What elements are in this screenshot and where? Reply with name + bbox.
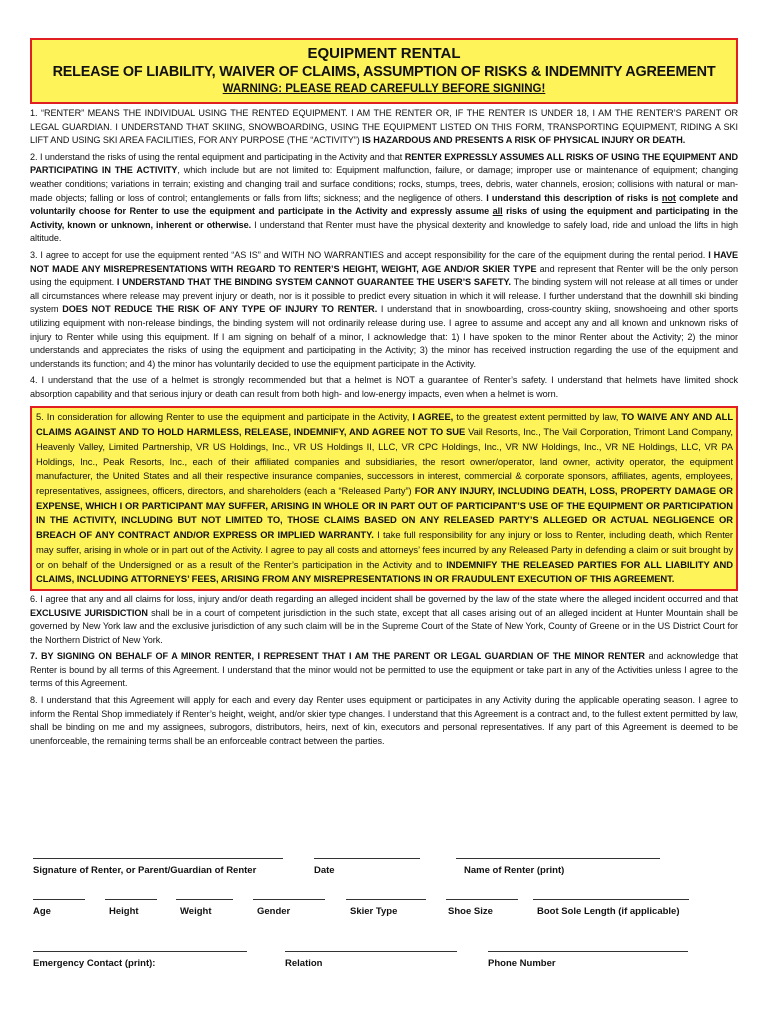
waiver-document <box>30 38 738 751</box>
relation-label: Relation <box>285 958 323 969</box>
signature-label: Signature of Renter, or Parent/Guardian of Renter <box>33 865 257 876</box>
signature-field[interactable] <box>33 858 283 876</box>
clause-6: 6. I agree that any and all claims for loss, injury and/or death regarding an alleged incident shall be governed by the law of the state where the alleged incident occurred and that EXCLUSIVE JURISDICTION shall be in a court of competent jurisdiction in the such state, except that all cases arising out of an alleged incident at Hunter Mountain shall be governed by New York law and the exclusive jurisdiction of any such claim will be in the Supreme Court of the State of New York, County of Greene or in the US District Court for the Northern District of New York. <box>30 593 738 645</box>
shoe-size-label: Shoe Size <box>448 906 493 917</box>
relation-field[interactable] <box>285 951 457 969</box>
clause-7: 7. BY SIGNING ON BEHALF OF A MINOR RENTER, I REPRESENT THAT I AM THE PARENT OR LEGAL GUARDIAN OF THE MINOR RENTER and acknowledge that Renter is bound by all terms of this Agreement. I understand that the minor would not be permitted to use the equipment or take part in any of the Activities unless I agree to the terms of this Agreement. <box>30 651 738 689</box>
skier-type-field[interactable] <box>346 899 426 917</box>
date-field[interactable] <box>314 858 420 876</box>
gender-label: Gender <box>257 906 291 917</box>
clause-2: 2. I understand the risks of using the rental equipment and participating in the Activity and that RENTER EXPRESSLY ASSUMES ALL RISKS OF USING THE EQUIPMENT AND PARTICIPATING IN THE ACTIVITY, which include but are not limited to: Equipment malfunction, failure, or damage; improper use or maintenance of equipment; changing weather conditions; variations in terrain; existing and changing trail and surface conditions; rocks, stumps, trees, debris, water channels, erosion; collisions with natural or man-made objects; falling or loss of control; entanglements or falls from lifts; sickness; and the negligence of others. I understand this description of risks is not complete and voluntarily choose for Renter to use the equipment and participate in the Activity and expressly assume all risks of using the equipment and participating in the Activity, known or unknown, inherent or otherwise. I understand that Renter must have the physical dexterity and knowledge to safely load, ride and unload the lifts in high altitude. <box>30 151 739 244</box>
clause-5: 5. In consideration for allowing Renter to use the equipment and participate in the Activity, I AGREE, to the greatest extent permitted by law, TO WAIVE ANY AND ALL CLAIMS AGAINST AND TO HOLD HARMLESS, RELEASE, INDEMNIFY, AND AGREE NOT TO SUE Vail Resorts, Inc., The Vail Corporation, Trimont Land Company, Heavenly Valley, Limited Partnership, VR US Holdings, Inc., VR US Holdings II, LLC, VR CPC Holdings, Inc., VR NW Holdings, Inc., VR NE Holdings, LLC, VR PA Holdings, Inc., Peak Resorts, Inc., each of their affiliated companies and subsidiaries, the resort owner/operator, land owner, activity operator, the equipment manufacturer, the United States and all their respective insurance companies, successors in interest, commercial & corporate sponsors, affiliates, agents, employees, representatives, assignees, officers, directors, and shareholders (each a “Released Party”) FOR ANY INJURY, INCLUDING DEATH, LOSS, PROPERTY DAMAGE OR EXPENSE, WHICH I OR PARTICIPANT MAY SUFFER, ARISING IN WHOLE OR IN PART OUT OF PARTICIPANT’S USE OF THE EQUIPMENT OR PARTICIPATION IN THE ACTIVITY, INCLUDING BUT NOT LIMITED TO, THOSE CLAIMS BASED ON ANY RELEASED PARTY’S ALLEGED OR ACTUAL NEGLIGENCE OR BREACH OF ANY CONTRACT AND/OR EXPRESS OR IMPLIED WARRANTY. I take full responsibility for any injury or loss to Renter, including death, which Renter may suffer, arising in whole or in part out of the Activity. I agree to pay all costs and attorneys’ fees incurred by any Released Party in defending a claim or suit brought by or on behalf of the Undersigned or as a result of the Renter’s participation in the Activity and to INDEMNIFY THE RELEASED PARTIES FOR ALL LIABILITY AND CLAIMS, INCLUDING ATTORNEYS’ FEES, ARISING FROM ANY MISREPRESENTATIONS IN OR FRAUDULENT EXECUTION OF THIS AGREEMENT. <box>36 411 734 585</box>
gender-field[interactable] <box>253 899 325 917</box>
date-label: Date <box>314 865 335 876</box>
clause-4: 4. I understand that the use of a helmet is strongly recommended but that a helmet is NOT a guarantee of Renter’s safety. I understand that helmets have limited shock absorption capability and that serious injury or death can result from both high- and low-energy impacts, even when a helmet is worn. <box>30 375 738 399</box>
boot-sole-field[interactable] <box>533 899 689 917</box>
clause-8: 8. I understand that this Agreement will apply for each and every day Renter uses equipment or participates in any Activity during the applicable operating season. I agree to inform the Rental Shop immediately if Renter’s height, weight, and/or skier type changes. I understand that this Agreement is a contract and, to the fullest extent permitted by law, shall be binding on me and my assignees, subrogors, distributors, heirs, next of kin, executors and personal representatives. If any part of this Agreement is deemed to be unenforceable, the remaining terms shall be an enforceable contract between the parties. <box>30 695 738 746</box>
skier-type-label: Skier Type <box>350 906 398 917</box>
document-title: EQUIPMENT RENTAL <box>307 45 461 62</box>
phone-field[interactable] <box>488 951 688 969</box>
weight-label: Weight <box>180 906 212 917</box>
emergency-contact-field[interactable] <box>33 951 247 969</box>
weight-field[interactable] <box>176 899 233 917</box>
boot-sole-label: Boot Sole Length (if applicable) <box>537 906 680 917</box>
height-field[interactable] <box>105 899 157 917</box>
clause-3: 3. I agree to accept for use the equipment rented “AS IS” and WITH NO WARRANTIES and accept responsibility for the care of the equipment during the rental period. I HAVE NOT MADE ANY MISREPRESENTATIONS WITH REGARD TO RENTER’S HEIGHT, WEIGHT, AGE AND/OR SKIER TYPE and represent that Renter will be the only person using the equipment. I UNDERSTAND THAT THE BINDING SYSTEM CANNOT GUARANTEE THE USER’S SAFETY. The binding system will not release at all times or under all circumstances where release may prevent injury or death, nor is it possible to predict every situation in which it will release. I further understand that the downhill ski binding system DOES NOT REDUCE THE RISK OF ANY TYPE OF INJURY TO RENTER. I understand that in snowboarding, cross-country skiing, snowshoeing and other sports utilizing equipment with non-release bindings, the binding system will not ordinarily release during use. I agree to assume and accept any and all known and unknown risks of injury to Renter while using this equipment. If I am signing on behalf of a minor, I acknowledge that: 1) I have spoken to the minor Renter about the Activity; 2) the minor understands and appreciates the risks of using the equipment and participating in the Activity; 3) the minor has received instruction regarding the use of the equipment and understands its function; and 4) the minor has voluntarily decided to use the equipment participate in the Activity. <box>30 249 739 369</box>
renter-name-field[interactable] <box>456 858 660 876</box>
emergency-contact-label: Emergency Contact (print): <box>33 958 156 969</box>
shoe-size-field[interactable] <box>446 899 518 917</box>
clause-1: 1. “RENTER” MEANS THE INDIVIDUAL USING THE RENTED EQUIPMENT. I AM THE RENTER OR, IF THE RENTER IS UNDER 18, I AM THE RENTER’S PARENT OR LEGAL GUARDIAN. I UNDERSTAND THAT SKIING, SNOWBOARDING, USING THE EQUIPMENT LISTED ON THIS FORM, TRANSPORTING EQUIPMENT, RIDING A SKI LIFT AND USING SKI AREA FACILITIES, FOR ANY PURPOSE (THE “ACTIVITY”) IS HAZARDOUS AND PRESENTS A RISK OF PHYSICAL INJURY OR DEATH. <box>30 108 738 146</box>
renter-name-label: Name of Renter (print) <box>464 865 565 876</box>
warning-text: WARNING: PLEASE READ CAREFULLY BEFORE SIGNING! <box>222 83 546 95</box>
age-label: Age <box>33 906 51 917</box>
document-subtitle: RELEASE OF LIABILITY, WAIVER OF CLAIMS, ASSUMPTION OF RISKS & INDEMNITY AGREEMENT <box>52 64 716 80</box>
header-banner <box>30 38 738 104</box>
age-field[interactable] <box>33 899 85 917</box>
height-label: Height <box>109 906 139 917</box>
phone-label: Phone Number <box>488 958 556 969</box>
clause-5-highlight-box <box>30 406 738 590</box>
